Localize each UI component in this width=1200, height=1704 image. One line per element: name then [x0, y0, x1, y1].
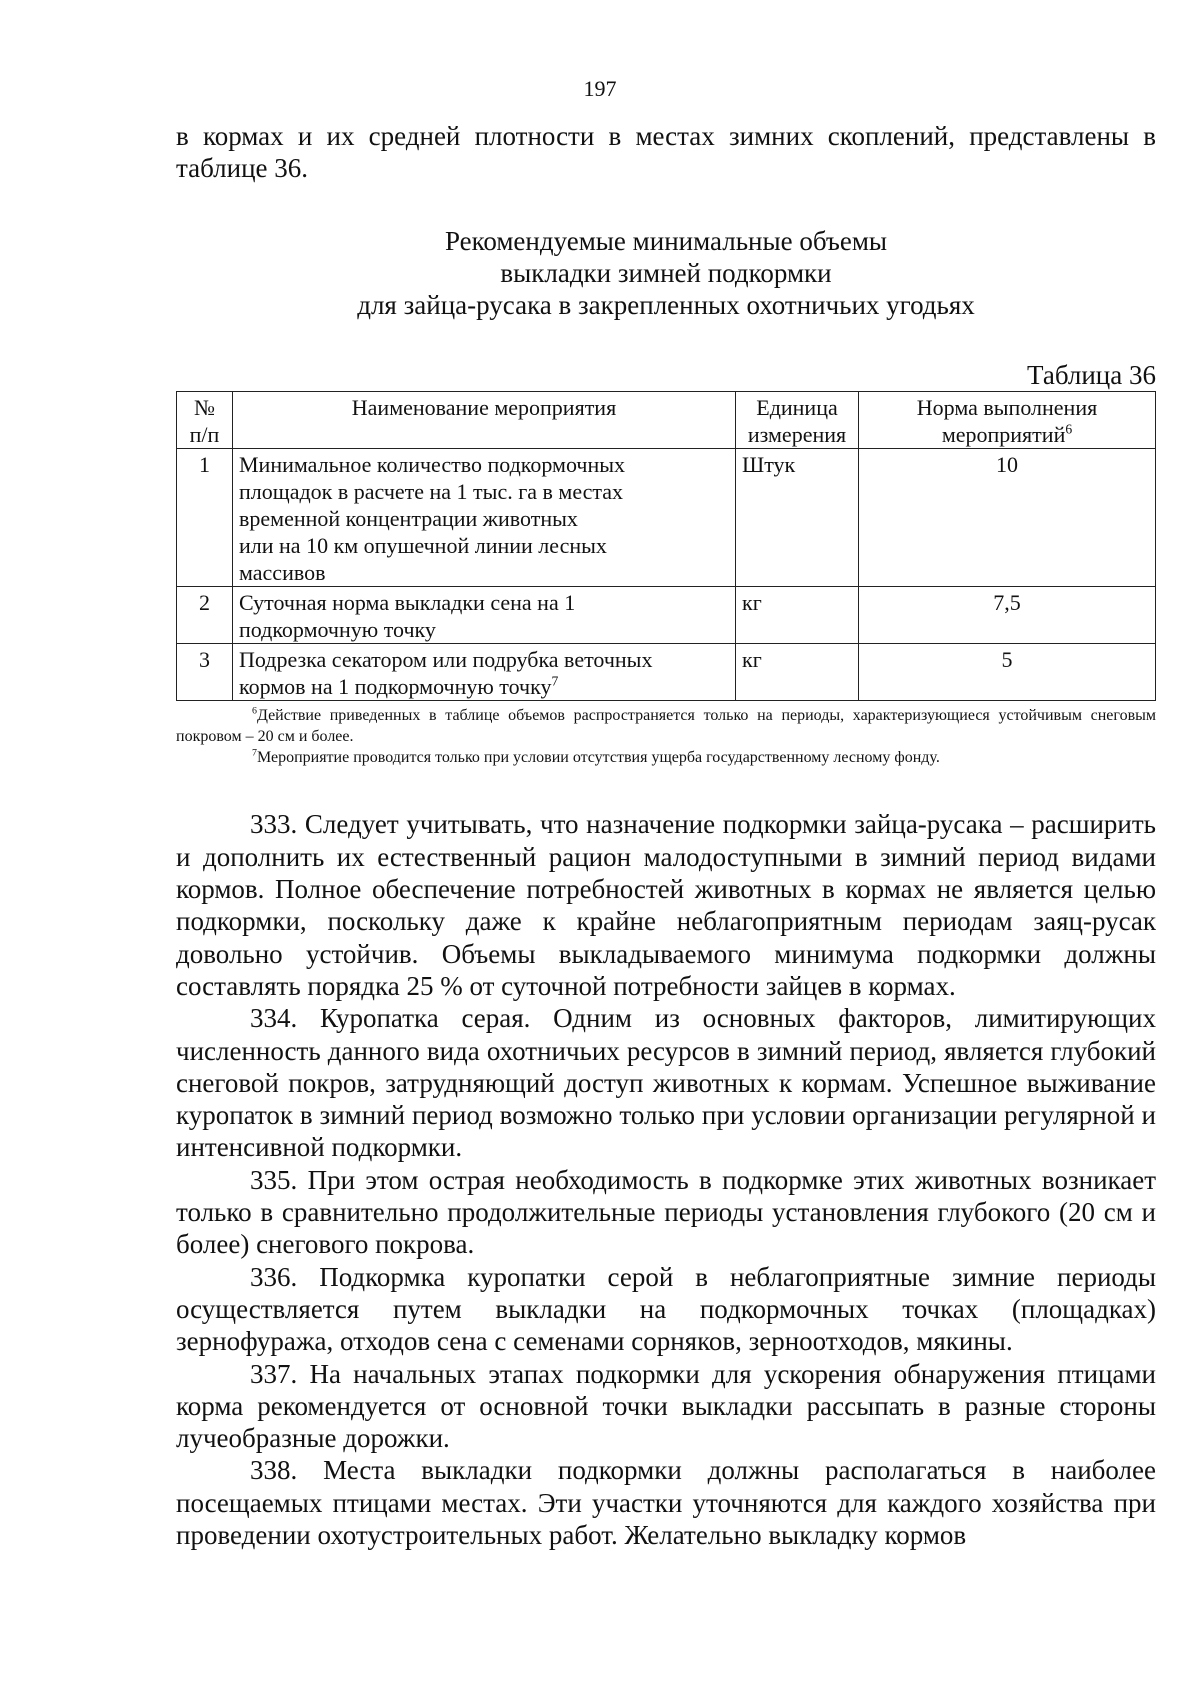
header-unit-line: измерения — [747, 422, 847, 448]
paragraph: 333. Следует учитывать, что назначение подкормки зайца-русака – расширить и дополнить их естественный рацион малодоступными в зимний период видами кормов. Полное обеспечение потребностей животных в кормах не является целью подкормки, поскольку даже к крайне неблагоприятным периодам заяц-русак довольно устойчив. Объемы выкладываемого минимума подкормки должны составлять порядка 25 % от суточной потребности зайцев в кормах. — [176, 809, 1156, 1001]
row-name-line: Подрезка секатором или подрубка веточных — [239, 647, 653, 673]
footnote-text: Мероприятие проводится только при условии отсутствия ущерба государственному лесному фонду. — [256, 749, 940, 767]
paragraph: 335. При этом острая необходимость в подкормке этих животных возникает только в сравнительно продолжительные периоды установления глубокого (20 см и более) снегового покрова. — [176, 1164, 1156, 1260]
table-title — [176, 225, 1156, 322]
paragraph: 338. Места выкладки подкормки должны располагаться в наиболее посещаемых птицами местах. Эти участки уточняются для каждого хозяйства при проведении охотустроительных работ. Желательно выкладку кормов — [176, 1455, 1156, 1551]
row-name — [233, 449, 736, 587]
table-row — [177, 587, 1156, 644]
footnotes — [176, 705, 1156, 768]
row-name-line: массивов — [239, 560, 326, 586]
table-title-line: Рекомендуемые минимальные объемы — [444, 225, 888, 256]
row-name — [233, 587, 736, 644]
table-header-row — [177, 392, 1156, 449]
header-unit — [736, 392, 859, 449]
row-norm: 10 — [859, 449, 1156, 587]
row-name-line: подкормочную точку — [239, 617, 436, 643]
body-text — [176, 808, 1156, 1551]
table-row — [177, 644, 1156, 701]
header-norm-line: мероприятий — [941, 422, 1066, 448]
row-unit: Штук — [736, 449, 859, 587]
header-norm — [859, 392, 1156, 449]
row-name-line: Минимальное количество подкормочных — [239, 452, 625, 478]
table-caption: Таблица 36 — [1027, 360, 1156, 391]
footnote-mark: 6 — [1065, 422, 1073, 438]
header-name: Наименование мероприятия — [233, 392, 736, 449]
paragraph: 336. Подкормка куропатки серой в неблагоприятные зимние периоды осуществляется путем выкладки на подкормочных точках (площадках) зернофуража, отходов сена с семенами сорняков, зерноотходов, мякины. — [176, 1261, 1156, 1357]
row-num: 2 — [177, 587, 233, 644]
paragraph: 334. Куропатка серая. Одним из основных факторов, лимитирующих численность данного вида охотничьих ресурсов в зимний период, является глубокий снеговой покров, затрудняющий доступ животных к кормам. Успешное выживание куропаток в зимний период возможно только при условии организации регулярной и интенсивной подкормки. — [176, 1003, 1156, 1163]
row-norm: 7,5 — [859, 587, 1156, 644]
row-name-line: Суточная норма выкладки сена на 1 — [239, 590, 576, 616]
footnote-mark: 7 — [551, 674, 559, 690]
table-title-line: выкладки зимней подкормки — [500, 257, 832, 288]
table-title-line: для зайца-русака в закрепленных охотничьих угодьях — [357, 290, 975, 321]
paragraph: 337. На начальных этапах подкормки для ускорения обнаружения птицами корма рекомендуется от основной точки выкладки рассыпать в разные стороны лучеобразные дорожки. — [176, 1358, 1156, 1454]
page-content — [176, 120, 1156, 1551]
row-name-line: кормов на 1 подкормочную точку — [239, 674, 552, 700]
row-unit: кг — [736, 644, 859, 701]
row-unit: кг — [736, 587, 859, 644]
footnote — [176, 747, 1156, 768]
intro-paragraph: в кормах и их средней плотности в местах зимних скоплений, представлены в таблице 36. — [176, 121, 1156, 184]
footnote — [176, 705, 1156, 747]
row-num: 1 — [177, 449, 233, 587]
measures-table — [176, 391, 1156, 701]
header-num-line: № — [194, 395, 215, 421]
row-norm: 5 — [859, 644, 1156, 701]
row-name — [233, 644, 736, 701]
header-norm-line: Норма выполнения — [916, 395, 1098, 421]
table-row — [177, 449, 1156, 587]
header-unit-line: Единица — [756, 395, 838, 421]
footnote-mark: 7 — [252, 748, 257, 760]
footnote-text: Действие приведенных в таблице объемов распространяется только на периоды, характеризующиеся устойчивым снеговым покровом – 20 см и более. — [176, 707, 1156, 746]
row-name-line: временной концентрации животных — [239, 506, 578, 532]
header-num — [177, 392, 233, 449]
row-name-line: площадок в расчете на 1 тыс. га в местах — [239, 479, 624, 505]
footnote-mark: 6 — [252, 706, 257, 718]
header-num-line: п/п — [189, 422, 220, 448]
page-number: 197 — [583, 76, 617, 101]
row-name-line: или на 10 км опушечной линии лесных — [239, 533, 607, 559]
row-num: 3 — [177, 644, 233, 701]
